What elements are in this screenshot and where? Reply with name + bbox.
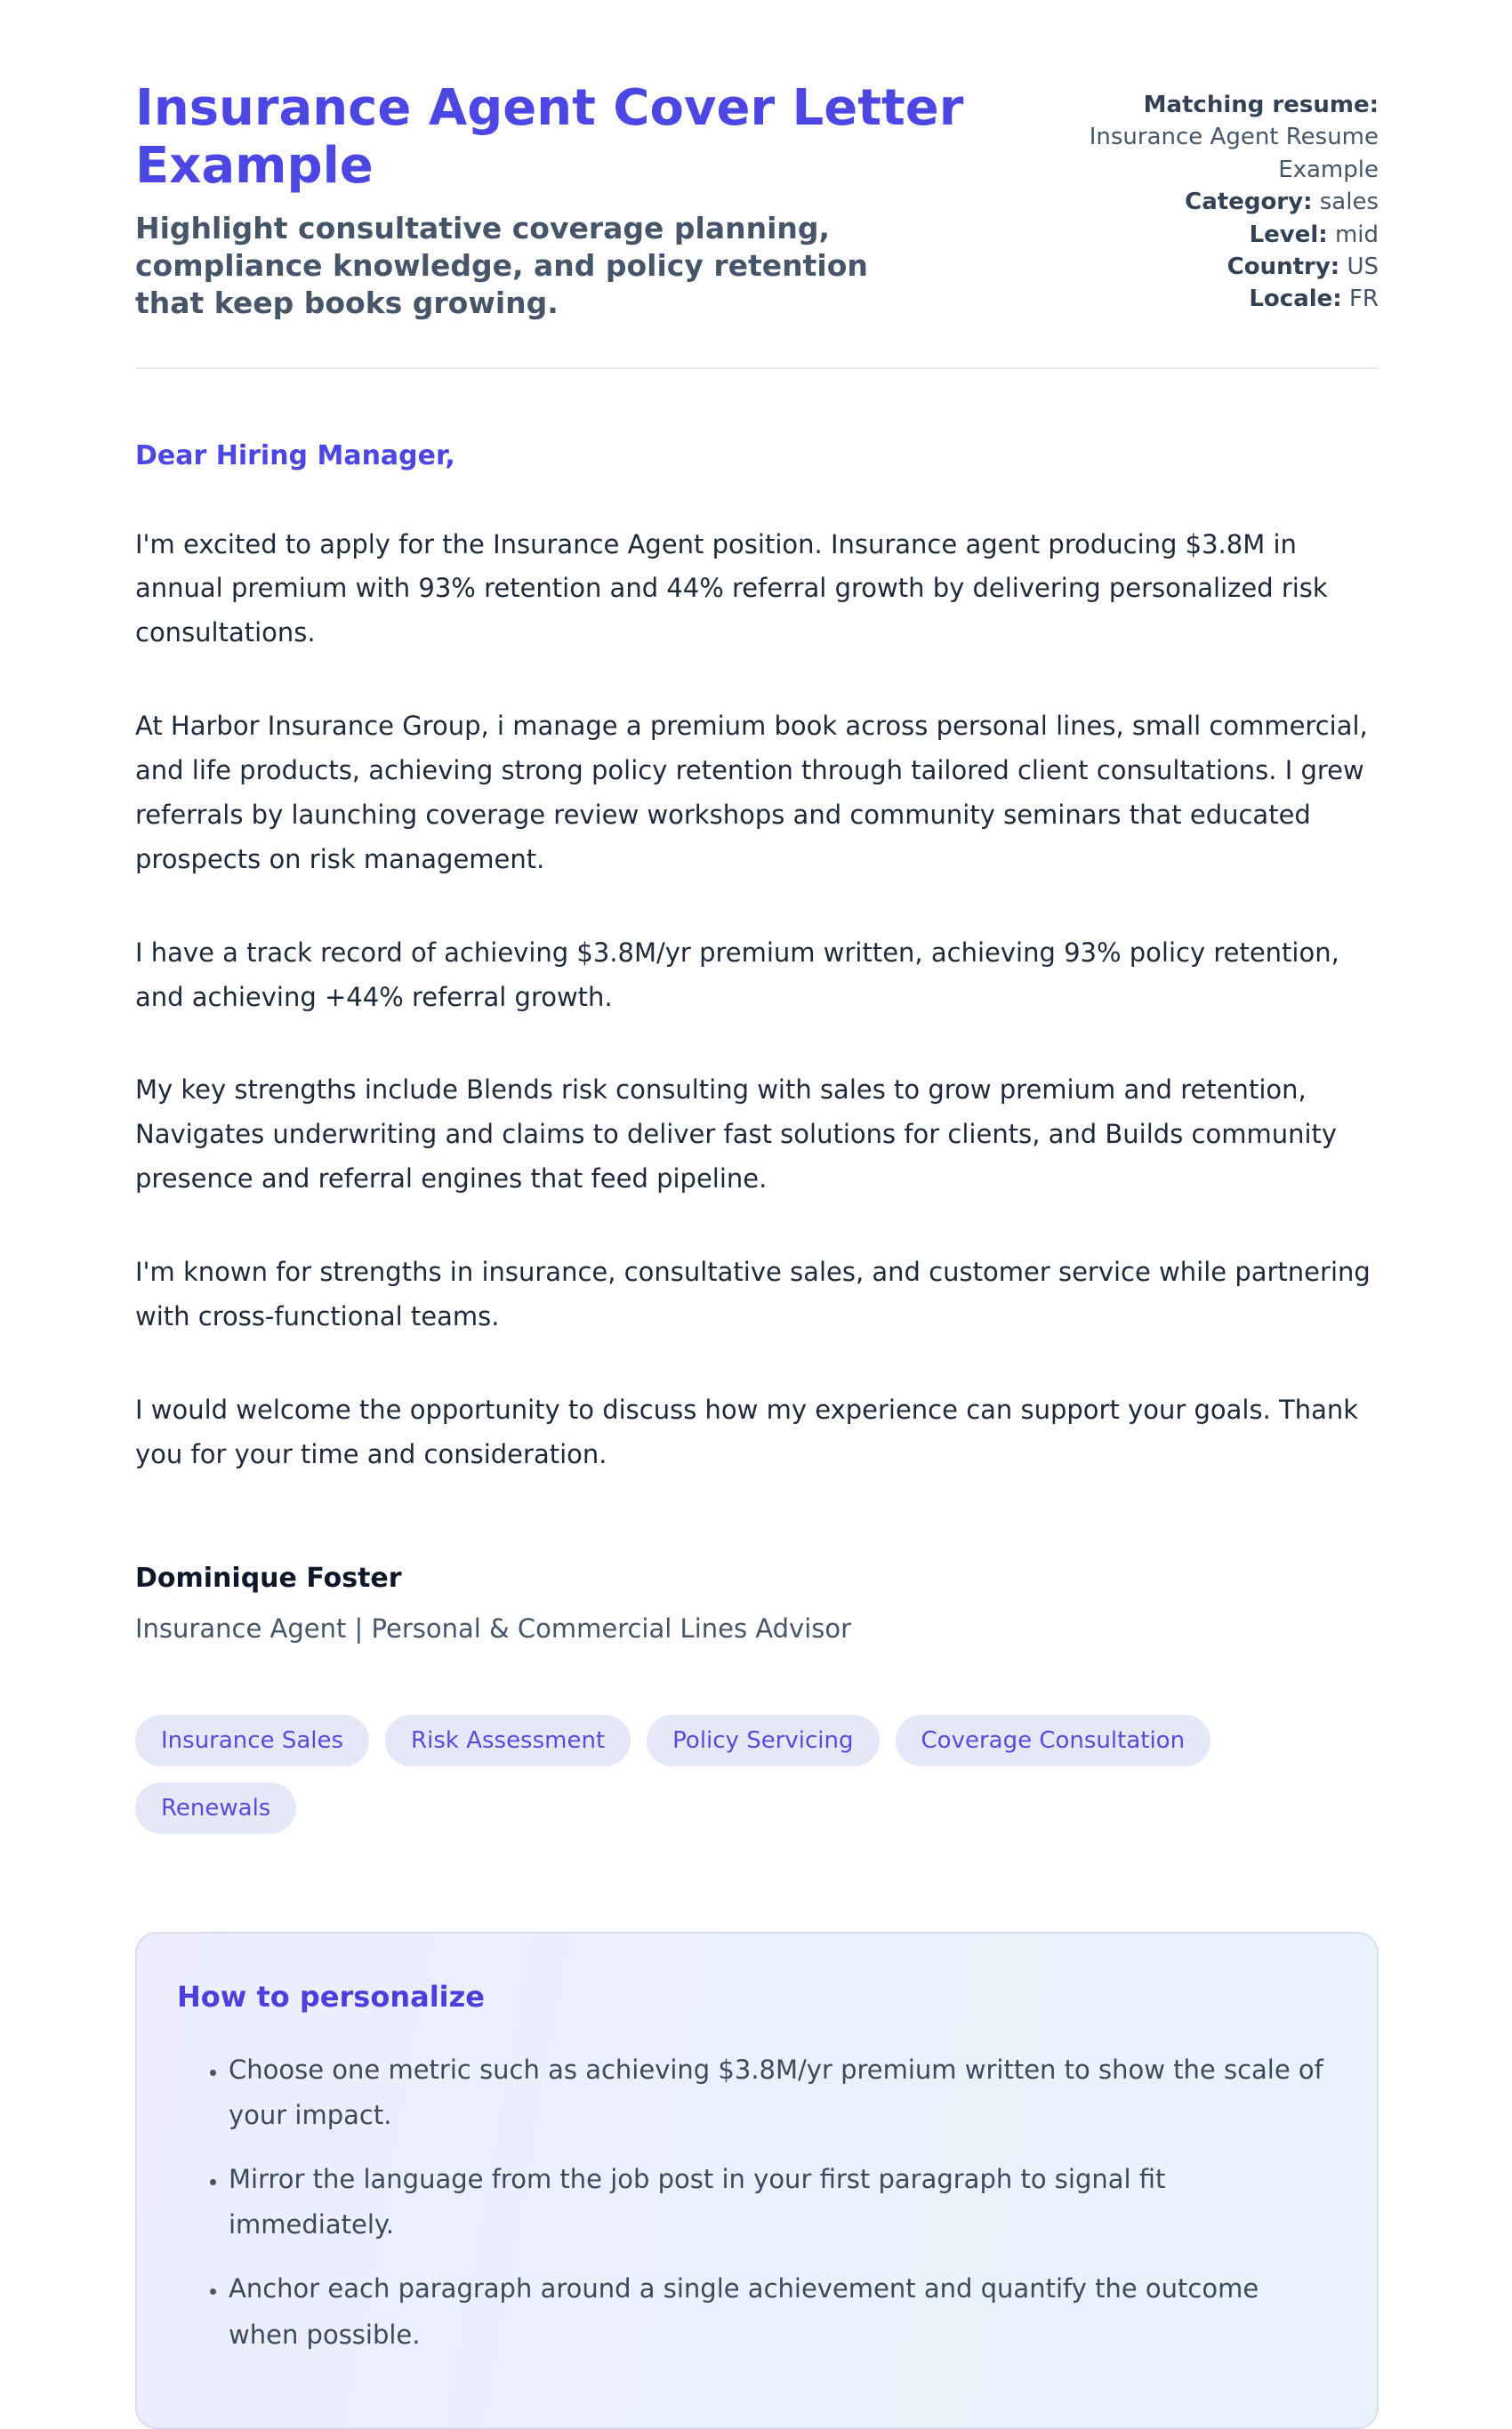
signature-block [135,1563,1379,1644]
meta-level-value: mid [1334,221,1379,248]
meta-country [1014,251,1379,283]
meta-country-value: US [1347,253,1379,280]
meta-locale-label: Locale: [1249,286,1342,313]
resume-meta [1014,80,1379,316]
letter-paragraph: I have a track record of achieving $3.8M/yr premium written, achieving 93% policy retention, and achieving +44% referral growth. [135,937,1339,1012]
header-divider [135,367,1379,369]
meta-level-label: Level: [1249,221,1328,248]
page-subtitle: Highlight consultative coverage planning, compliance knowledge, and policy retention that keep books growing. [135,210,868,321]
matching-resume-value: Insurance Agent Resume [1089,124,1379,151]
letter-greeting: Dear Hiring Manager, [135,439,455,471]
meta-locale-value: FR [1348,286,1379,313]
letter-paragraph: I'm known for strengths in insurance, consultative sales, and customer service while partnering with cross-functional teams. [135,1257,1371,1331]
how-to-personalize-box [135,1932,1379,2429]
matching-resume-label: Matching resume: [1143,92,1379,118]
tip-item: • Choose one metric such as achieving $3.8M/yr premium written to show the scale of your impact. [229,2047,1334,2139]
tip-item: • Mirror the language from the job post in your first paragraph to signal fit immediately. [229,2157,1334,2248]
letter-paragraph: I would welcome the opportunity to discuss how my experience can support your goals. Thank you for your time and consideration. [135,1394,1359,1469]
signature-name: Dominique Foster [135,1562,402,1594]
title-block [135,80,980,323]
skill-tag-coverage-consultation: Coverage Consultation [896,1715,1211,1766]
meta-category-label: Category: [1185,189,1313,216]
signature-title: Insurance Agent | Personal & Commercial Lines Advisor [135,1613,852,1644]
meta-category [1014,186,1379,218]
skill-tag-insurance-sales: Insurance Sales [135,1715,369,1766]
tips-list [177,2047,1334,2359]
meta-locale [1014,283,1379,315]
skill-tag-risk-assessment: Risk Assessment [385,1715,631,1766]
letter-paragraph: At Harbor Insurance Group, i manage a premium book across personal lines, small commercial, and life products, achieving strong policy retention through tailored client consultations. I grew referrals by launching coverage review workshops and community seminars that educated prospects on risk management. [135,711,1368,874]
skill-tag-renewals: Renewals [135,1782,296,1834]
letter-paragraph: My key strengths include Blends risk consulting with sales to grow premium and retention, Navigates underwriting and claims to deliver fast solutions for clients, and Builds community presence and referral engines that feed pipeline. [135,1074,1338,1194]
page-header [135,80,1379,323]
meta-country-label: Country: [1226,253,1340,280]
skill-tag-policy-servicing: Policy Servicing [647,1715,879,1766]
page-title: Insurance Agent Cover Letter Example [135,79,964,195]
cover-letter-body [135,440,1379,1644]
tip-item: • Anchor each paragraph around a single achievement and quantify the outcome when possible. [229,2266,1334,2358]
tips-title: How to personalize [177,1979,485,2014]
meta-level [1014,219,1379,251]
letter-paragraph: I'm excited to apply for the Insurance Agent position. Insurance agent producing $3.8M in annual premium with 93% retention and 44% referral growth by delivering personalized risk consultations. [135,528,1328,648]
meta-category-value: sales [1319,189,1379,216]
skill-tags [135,1715,1379,1834]
matching-resume-value-2: Example [1278,156,1379,183]
